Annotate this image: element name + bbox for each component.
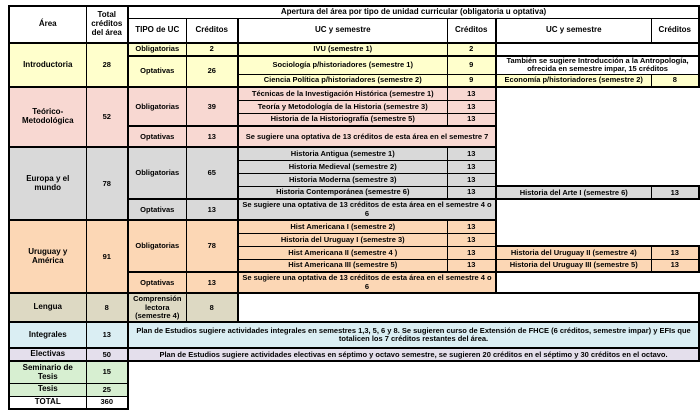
uc-historia-uruguay-1: Historia del Uruguay I (semestre 3) [238,233,447,246]
nota-optativa-uruguay: Se sugiere una optativa de 13 créditos de esta área en el semestre 4 o 6 [238,272,496,293]
area-name-introductoria: Introductoria [9,43,86,87]
uc-cr-historia-contemporanea: 13 [447,186,496,199]
tipo-comprension-lectora: Comprensión lectora (semestre 4) [128,293,186,322]
uc-cr-hist-americana-2: 13 [447,246,496,259]
area-name-integrales: Integrales [9,322,86,348]
tipo-optativas-teorico: Optativas [128,126,186,147]
uc-ivu: IVU (semestre 1) [238,43,447,56]
tipo-obligatorias-introductoria: Obligatorias [128,43,186,56]
uc-cr-tecnicas: 13 [447,87,496,100]
area-name-lengua: Lengua [9,293,86,322]
tipo-obligatorias-uruguay: Obligatorias [128,220,186,272]
uc-historia-contemporanea: Historia Contemporánea (semestre 6) [238,186,447,199]
creditos-obligatorias-europa: 65 [186,147,238,199]
area-total-tesis: 25 [86,383,128,396]
tipo-optativas-uruguay: Optativas [128,272,186,293]
col-header-creditos-2: Créditos [447,18,496,43]
uc-historia-uruguay-3: Historia del Uruguay III (semestre 5) [496,259,651,272]
area-total-europa: 78 [86,147,128,220]
uc-economia: Economía p/historiadores (semestre 2) [496,74,651,87]
blank-region [128,361,699,409]
col-header-tipo-uc: TIPO de UC [128,18,186,43]
uc-cr-historia-uruguay-1: 13 [447,233,496,246]
area-total-seminario-tesis: 15 [86,361,128,383]
uc-cr-hist-americana-1: 13 [447,220,496,233]
grand-total-creditos: 360 [86,396,128,409]
uc-cr-historia-moderna: 13 [447,173,496,186]
uc-cr-sociologia: 9 [447,56,496,74]
apertura-header: Apertura del área por tipo de unidad curricular (obligatoria u optativa) [128,6,699,18]
col-header-creditos-3: Créditos [651,18,699,43]
uc-tecnicas-investigacion: Técnicas de la Investigación Histórica (semestre 1) [238,87,447,100]
uc-sociologia: Sociología p/historiadores (semestre 1) [238,56,447,74]
empty-cell-intro-right [496,43,699,56]
col-header-area: Área [9,6,86,43]
area-name-electivas: Electivas [9,348,86,361]
creditos-comprension-lectora: 8 [186,293,238,322]
uc-historia-arte-1: Historia del Arte I (semestre 6) [496,186,651,199]
tipo-obligatorias-europa: Obligatorias [128,147,186,199]
uc-cr-historiografia: 13 [447,113,496,126]
creditos-obligatorias-teorico: 39 [186,87,238,126]
area-total-introductoria: 28 [86,43,128,87]
uc-cr-economia: 8 [651,74,699,87]
tipo-optativas-introductoria: Optativas [128,56,186,87]
uc-cr-hist-americana-3: 13 [447,259,496,272]
creditos-optativas-uruguay: 13 [186,272,238,293]
uc-cr-historia-medieval: 13 [447,160,496,173]
uc-cr-ciencia-politica: 9 [447,74,496,87]
col-header-uc-semestre-2: UC y semestre [496,18,651,43]
uc-historiografia: Historia de la Historiografía (semestre 5) [238,113,447,126]
area-name-seminario-tesis: Seminario de Tesis [9,361,86,383]
area-name-uruguay: Uruguay y América [9,220,86,293]
col-header-uc-semestre-1: UC y semestre [238,18,447,43]
creditos-optativas-teorico: 13 [186,126,238,147]
blank-region [496,87,699,147]
empty-cell-lengua-right [238,293,699,322]
uc-cr-historia-uruguay-3: 13 [651,259,699,272]
area-name-teorico: Teórico-Metodológica [9,87,86,147]
area-total-lengua: 8 [86,293,128,322]
curriculum-table [8,5,700,410]
tipo-obligatorias-teorico: Obligatorias [128,87,186,126]
creditos-obligatorias-introductoria: 2 [186,43,238,56]
uc-hist-americana-1: Hist Americana I (semestre 2) [238,220,447,233]
creditos-optativas-europa: 13 [186,199,238,220]
nota-antropologia: También se sugiere Introducción a la Antropología, ofrecida en semestre impar, 15 créditos [496,56,699,74]
creditos-optativas-introductoria: 26 [186,56,238,87]
uc-teoria-metodologia: Teoría y Metodología de la Historia (semestre 3) [238,100,447,113]
nota-optativa-europa: Se sugiere una optativa de 13 créditos de esta área en el semestre 4 o 6 [238,199,496,220]
uc-hist-americana-3: Hist Americana III (semestre 5) [238,259,447,272]
nota-optativa-teorico: Se sugiere una optativa de 13 créditos de esta área en el semestre 7 [238,126,496,147]
area-total-uruguay: 91 [86,220,128,293]
uc-cr-ivu: 2 [447,43,496,56]
uc-historia-medieval: Historia Medieval (semestre 2) [238,160,447,173]
uc-cr-historia-uruguay-2: 13 [651,246,699,259]
blank-region [496,199,699,220]
blank-region [496,272,699,293]
creditos-obligatorias-uruguay: 78 [186,220,238,272]
area-total-teorico: 52 [86,87,128,147]
uc-cr-teoria-metodologia: 13 [447,100,496,113]
uc-cr-historia-arte-1: 13 [651,186,699,199]
tipo-optativas-europa: Optativas [128,199,186,220]
area-total-electivas: 50 [86,348,128,361]
uc-historia-uruguay-2: Historia del Uruguay II (semestre 4) [496,246,651,259]
uc-hist-americana-2: Hist Americana II (semestre 4 ) [238,246,447,259]
uc-historia-antigua: Historia Antigua (semestre 1) [238,147,447,160]
uc-ciencia-politica: Ciencia Política p/historiadores (semestre 2) [238,74,447,87]
area-name-tesis: Tesis [9,383,86,396]
uc-historia-moderna: Historia Moderna (semestre 3) [238,173,447,186]
area-name-europa: Europa y el mundo [9,147,86,220]
nota-integrales: Plan de Estudios sugiere actividades integrales en semestres 1,3, 5, 6 y 8. Se sugieren curso de Extensión de FHCE (6 créditos, semestre impar) y EFIs que totalicen los 7 créditos restantes del área. [128,322,699,348]
blank-region [496,147,699,186]
area-name-total: TOTAL [9,396,86,409]
uc-cr-historia-antigua: 13 [447,147,496,160]
nota-electivas: Plan de Estudios sugiere actividades electivas en séptimo y octavo semestre, se sugieren 20 créditos en el séptimo y 30 créditos en el octavo. [128,348,699,361]
area-total-integrales: 13 [86,322,128,348]
col-header-creditos-1: Créditos [186,18,238,43]
col-header-total-creditos: Total créditos del área [86,6,128,43]
blank-region [496,220,699,246]
